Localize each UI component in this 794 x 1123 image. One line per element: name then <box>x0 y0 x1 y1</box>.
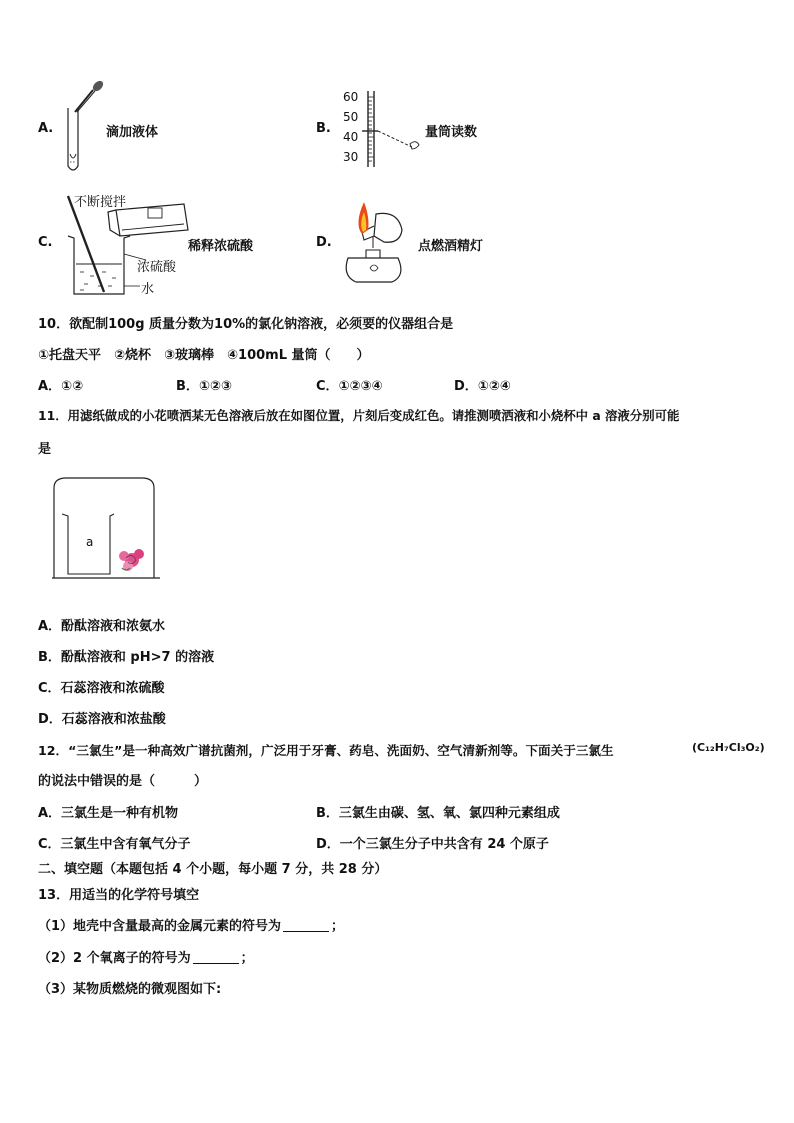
q13-part-1 <box>38 915 344 934</box>
q13-part-3: （3）某物质燃烧的微观图如下: <box>38 982 222 997</box>
q10-option-a: A．①② <box>38 379 84 394</box>
answer-blank-1[interactable] <box>283 919 329 932</box>
q12-option-d: D．一个三氯生分子中共含有 24 个原子 <box>316 837 549 852</box>
answer-blank-2[interactable] <box>193 951 239 964</box>
q13-part-1-text: （1）地壳中含量最高的金属元素的符号为 <box>38 919 282 934</box>
option-b-label: 量筒读数 <box>425 125 478 140</box>
water-label: 水 <box>141 282 155 297</box>
q13-part-2 <box>38 947 254 966</box>
option-d-letter: D. <box>316 235 332 250</box>
q11-option-b: B．酚酞溶液和 pH>7 的溶液 <box>38 650 215 665</box>
option-b-letter: B. <box>316 121 331 136</box>
q10-option-c: C．①②③④ <box>316 379 383 394</box>
q10-items: ①托盘天平 ②烧杯 ③玻璃棒 ④100mL 量筒（ ） <box>38 348 370 363</box>
q13-part-2-end: ； <box>240 951 254 966</box>
q12-option-b: B．三氯生由碳、氢、氧、氯四种元素组成 <box>316 806 560 821</box>
q12-option-c: C．三氯生中含有氧气分子 <box>38 837 191 852</box>
section-2-heading: 二、填空题（本题包括 4 个小题，每小题 7 分，共 28 分） <box>38 862 388 877</box>
tick-label-30: 30 <box>343 150 359 164</box>
q12-formula: (C₁₂H₇Cl₃O₂) <box>692 741 765 754</box>
bell-jar-figure <box>52 474 162 582</box>
option-a-label: 滴加液体 <box>106 125 159 140</box>
q12-stem-line2: 的说法中错误的是（ ） <box>38 774 208 789</box>
q10-option-d: D．①②④ <box>454 379 511 394</box>
q12-option-a: A．三氯生是一种有机物 <box>38 806 179 821</box>
q11-option-c: C．石蕊溶液和浓硫酸 <box>38 681 165 696</box>
conc-acid-label: 浓硫酸 <box>137 260 177 275</box>
q11-stem-line2: 是 <box>38 442 52 457</box>
q13-part-1-end: ； <box>331 919 345 934</box>
option-c-label: 稀释浓硫酸 <box>188 239 254 254</box>
q11-option-d: D．石蕊溶液和浓盐酸 <box>38 712 166 727</box>
alcohol-lamp-figure <box>336 196 416 291</box>
stir-label: 不断搅拌 <box>74 195 127 210</box>
dropper-figure <box>62 78 108 178</box>
q12-stem-line1: 12．“三氯生”是一种高效广谱抗菌剂，广泛用于牙膏、药皂、洗面奶、空气清新剂等。下面关于三氯生 <box>38 743 614 758</box>
tick-label-50: 50 <box>343 110 359 124</box>
option-d-label: 点燃酒精灯 <box>418 239 484 254</box>
q11-stem-line1: 11．用滤纸做成的小花喷洒某无色溶液后放在如图位置，片刻后变成红色。请推测喷洒液和小烧杯中 a 溶液分别可能 <box>38 408 680 423</box>
q13-stem: 13．用适当的化学符号填空 <box>38 888 200 903</box>
q11-option-a: A．酚酞溶液和浓氨水 <box>38 619 166 634</box>
q10-stem: 10．欲配制100g 质量分数为10%的氯化钠溶液，必须要的仪器组合是 <box>38 317 454 332</box>
beaker-label-a: a <box>86 535 94 549</box>
tick-label-40: 40 <box>343 130 359 144</box>
q10-option-b: B．①②③ <box>176 379 232 394</box>
option-c-letter: C. <box>38 235 53 250</box>
option-a-letter: A. <box>38 121 54 136</box>
q13-part-2-text: （2）2 个氧离子的符号为 <box>38 951 191 966</box>
tick-label-60: 60 <box>343 90 359 104</box>
